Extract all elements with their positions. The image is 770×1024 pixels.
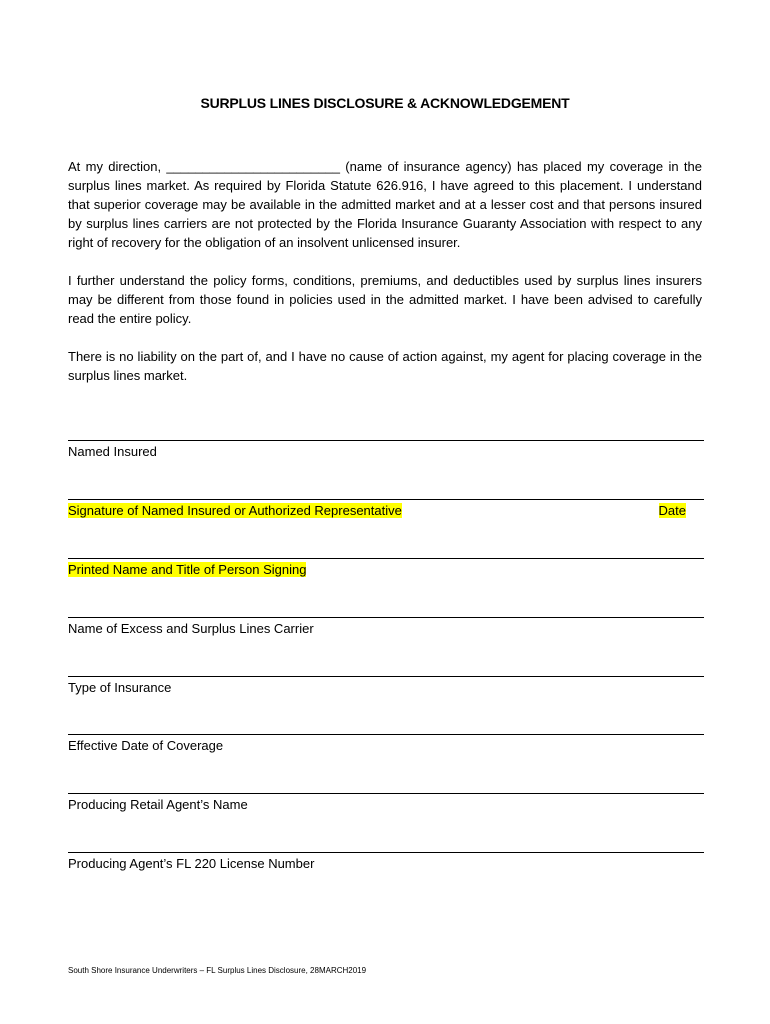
type-of-insurance-field[interactable]	[68, 676, 704, 701]
printed-name-label: Printed Name and Title of Person Signing	[68, 562, 307, 577]
paragraph-no-liability: There is no liability on the part of, and I have no cause of action against, my agent for placing coverage in the surplus lines market.	[68, 349, 702, 383]
named-insured-field[interactable]	[68, 440, 704, 465]
paragraph-policy-differences: I further understand the policy forms, conditions, premiums, and deductibles used by surplus lines insurers may be different from those found in policies used in the admitted market. I have been advised to carefully read the entire policy.	[68, 273, 702, 326]
signature-label: Signature of Named Insured or Authorized Representative	[68, 503, 402, 518]
date-label: Date	[658, 503, 686, 518]
printed-name-field[interactable]	[68, 558, 704, 583]
document-title: SURPLUS LINES DISCLOSURE & ACKNOWLEDGEMENT	[200, 95, 570, 111]
retail-agent-label: Producing Retail Agent’s Name	[68, 797, 248, 812]
effective-date-label: Effective Date of Coverage	[68, 738, 224, 753]
retail-agent-field[interactable]	[68, 793, 704, 818]
license-number-field[interactable]	[68, 852, 704, 877]
license-number-label: Producing Agent’s FL 220 License Number	[68, 856, 315, 871]
signature-field[interactable]	[68, 499, 704, 524]
named-insured-label: Named Insured	[68, 444, 157, 459]
carrier-field[interactable]	[68, 617, 704, 642]
paragraph-placement: At my direction, ________________________ (name of insurance agency) has placed my coverage in the surplus lines market. As required by Florida Statute 626.916, I have agreed to this placement. I understand that superior coverage may be available in the admitted market and at a lesser cost and that persons insured by surplus lines carriers are not protected by the Florida Insurance Guaranty Association with respect to any right of recovery for the obligation of an insolvent unlicensed insurer.	[68, 159, 702, 250]
page-footer: South Shore Insurance Underwriters – FL Surplus Lines Disclosure, 28MARCH2019	[68, 966, 367, 975]
carrier-label: Name of Excess and Surplus Lines Carrier	[68, 621, 314, 636]
effective-date-field[interactable]	[68, 734, 704, 759]
type-of-insurance-label: Type of Insurance	[68, 680, 172, 695]
